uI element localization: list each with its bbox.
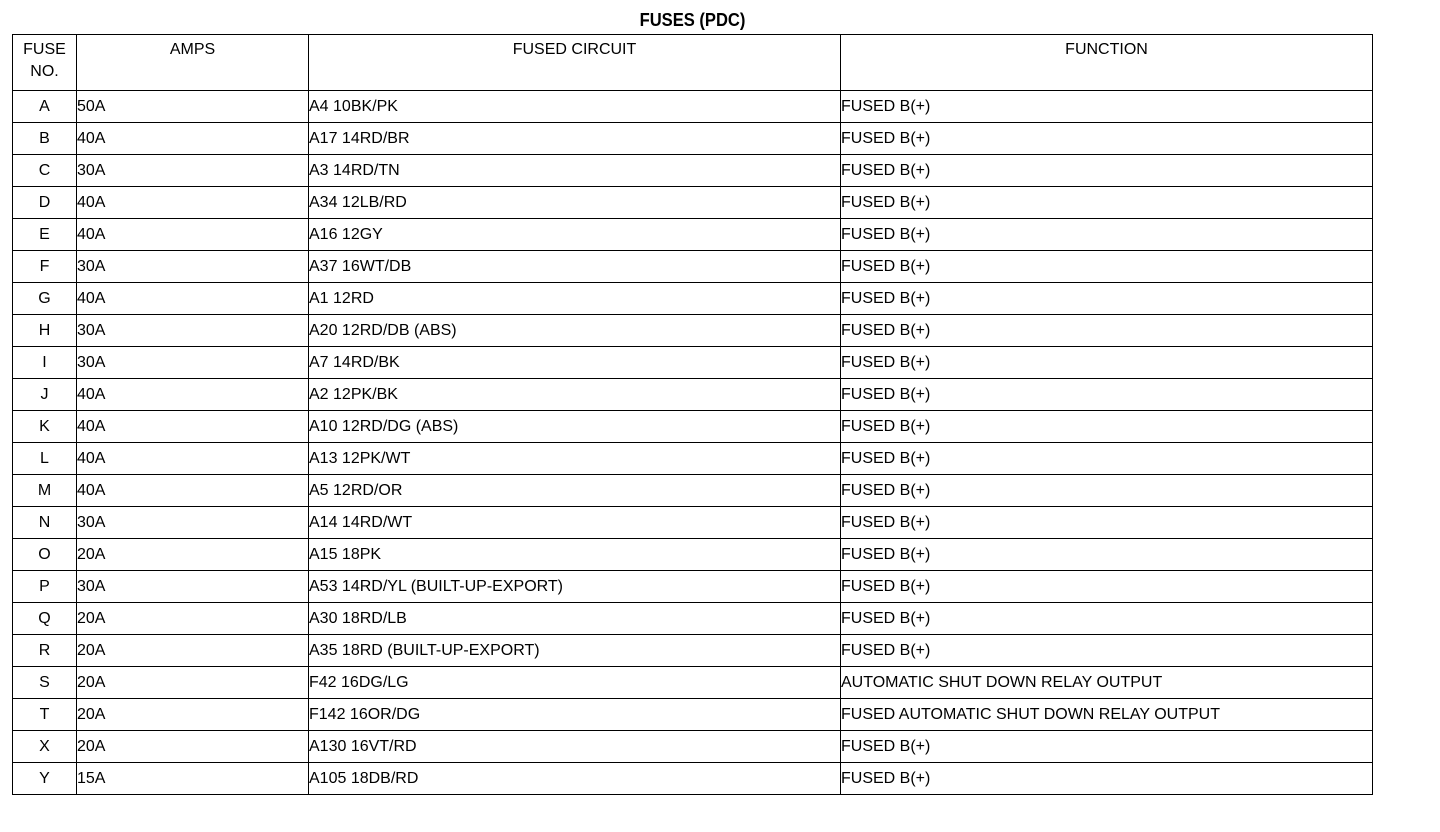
cell-function: FUSED B(+) [841, 507, 1373, 539]
fuse-table [12, 34, 1373, 795]
cell-function: FUSED B(+) [841, 571, 1373, 603]
cell-function: FUSED B(+) [841, 123, 1373, 155]
table-row [13, 539, 1373, 571]
cell-fused-circuit: A10 12RD/DG (ABS) [309, 411, 841, 443]
cell-fuse-no: N [13, 507, 77, 539]
table-row [13, 123, 1373, 155]
cell-amps: 40A [77, 475, 309, 507]
cell-amps: 40A [77, 219, 309, 251]
table-row [13, 91, 1373, 123]
cell-function: FUSED B(+) [841, 315, 1373, 347]
table-row [13, 155, 1373, 187]
cell-fuse-no: K [13, 411, 77, 443]
cell-function: FUSED B(+) [841, 283, 1373, 315]
cell-fused-circuit: A30 18RD/LB [309, 603, 841, 635]
cell-fused-circuit: A130 16VT/RD [309, 731, 841, 763]
cell-function: FUSED B(+) [841, 219, 1373, 251]
table-row [13, 635, 1373, 667]
cell-fused-circuit: A20 12RD/DB (ABS) [309, 315, 841, 347]
cell-fuse-no: A [13, 91, 77, 123]
cell-fused-circuit: A13 12PK/WT [309, 443, 841, 475]
cell-amps: 40A [77, 123, 309, 155]
header-amps: AMPS [77, 35, 309, 91]
cell-fuse-no: E [13, 219, 77, 251]
cell-function: FUSED B(+) [841, 91, 1373, 123]
cell-amps: 40A [77, 443, 309, 475]
cell-function: FUSED B(+) [841, 347, 1373, 379]
cell-fused-circuit: A15 18PK [309, 539, 841, 571]
cell-fuse-no: X [13, 731, 77, 763]
table-row [13, 315, 1373, 347]
cell-function: FUSED B(+) [841, 635, 1373, 667]
table-row [13, 379, 1373, 411]
cell-fuse-no: T [13, 699, 77, 731]
table-row [13, 219, 1373, 251]
cell-fused-circuit: A14 14RD/WT [309, 507, 841, 539]
cell-function: FUSED AUTOMATIC SHUT DOWN RELAY OUTPUT [841, 699, 1373, 731]
header-function: FUNCTION [841, 35, 1373, 91]
cell-function: FUSED B(+) [841, 763, 1373, 795]
cell-fuse-no: S [13, 667, 77, 699]
cell-function: FUSED B(+) [841, 155, 1373, 187]
cell-fuse-no: F [13, 251, 77, 283]
cell-function: FUSED B(+) [841, 379, 1373, 411]
cell-fused-circuit: A3 14RD/TN [309, 155, 841, 187]
cell-fused-circuit: A4 10BK/PK [309, 91, 841, 123]
cell-amps: 20A [77, 635, 309, 667]
cell-fuse-no: C [13, 155, 77, 187]
cell-amps: 40A [77, 411, 309, 443]
cell-fuse-no: D [13, 187, 77, 219]
cell-function: AUTOMATIC SHUT DOWN RELAY OUTPUT [841, 667, 1373, 699]
cell-function: FUSED B(+) [841, 443, 1373, 475]
cell-fuse-no: H [13, 315, 77, 347]
cell-amps: 30A [77, 571, 309, 603]
table-row [13, 763, 1373, 795]
cell-function: FUSED B(+) [841, 187, 1373, 219]
cell-fused-circuit: A53 14RD/YL (BUILT-UP-EXPORT) [309, 571, 841, 603]
cell-fuse-no: J [13, 379, 77, 411]
table-row [13, 443, 1373, 475]
table-row [13, 283, 1373, 315]
cell-fuse-no: P [13, 571, 77, 603]
cell-fuse-no: I [13, 347, 77, 379]
cell-fused-circuit: A1 12RD [309, 283, 841, 315]
header-fuse-no [13, 35, 77, 91]
cell-fuse-no: G [13, 283, 77, 315]
cell-function: FUSED B(+) [841, 251, 1373, 283]
table-row [13, 251, 1373, 283]
cell-amps: 15A [77, 763, 309, 795]
cell-fused-circuit: F42 16DG/LG [309, 667, 841, 699]
cell-fused-circuit: A17 14RD/BR [309, 123, 841, 155]
page-title: FUSES (PDC) [639, 10, 746, 30]
table-row [13, 411, 1373, 443]
cell-fuse-no: M [13, 475, 77, 507]
table-row [13, 507, 1373, 539]
cell-fuse-no: O [13, 539, 77, 571]
table-row [13, 187, 1373, 219]
cell-amps: 30A [77, 507, 309, 539]
table-row [13, 475, 1373, 507]
cell-amps: 40A [77, 283, 309, 315]
cell-fused-circuit: A5 12RD/OR [309, 475, 841, 507]
cell-fuse-no: B [13, 123, 77, 155]
cell-amps: 20A [77, 731, 309, 763]
cell-amps: 40A [77, 379, 309, 411]
cell-fuse-no: Q [13, 603, 77, 635]
cell-fused-circuit: F142 16OR/DG [309, 699, 841, 731]
cell-fused-circuit: A35 18RD (BUILT-UP-EXPORT) [309, 635, 841, 667]
cell-fused-circuit: A37 16WT/DB [309, 251, 841, 283]
header-fused-circuit: FUSED CIRCUIT [309, 35, 841, 91]
cell-function: FUSED B(+) [841, 539, 1373, 571]
cell-amps: 30A [77, 315, 309, 347]
cell-amps: 30A [77, 155, 309, 187]
header-fuse-line2: NO. [30, 63, 59, 80]
cell-amps: 20A [77, 603, 309, 635]
cell-function: FUSED B(+) [841, 475, 1373, 507]
cell-amps: 50A [77, 91, 309, 123]
table-header-row [13, 35, 1373, 91]
cell-function: FUSED B(+) [841, 731, 1373, 763]
cell-fused-circuit: A2 12PK/BK [309, 379, 841, 411]
cell-amps: 30A [77, 251, 309, 283]
table-row [13, 603, 1373, 635]
cell-function: FUSED B(+) [841, 603, 1373, 635]
cell-fused-circuit: A34 12LB/RD [309, 187, 841, 219]
table-row [13, 667, 1373, 699]
cell-amps: 20A [77, 539, 309, 571]
cell-amps: 40A [77, 187, 309, 219]
cell-fused-circuit: A105 18DB/RD [309, 763, 841, 795]
fuse-table-body [13, 91, 1373, 795]
header-fuse-line1: FUSE [23, 41, 66, 58]
cell-function: FUSED B(+) [841, 411, 1373, 443]
table-row [13, 347, 1373, 379]
cell-fuse-no: Y [13, 763, 77, 795]
table-row [13, 699, 1373, 731]
cell-fused-circuit: A16 12GY [309, 219, 841, 251]
cell-fuse-no: R [13, 635, 77, 667]
cell-fuse-no: L [13, 443, 77, 475]
cell-fused-circuit: A7 14RD/BK [309, 347, 841, 379]
cell-amps: 20A [77, 699, 309, 731]
cell-amps: 20A [77, 667, 309, 699]
table-row [13, 731, 1373, 763]
cell-amps: 30A [77, 347, 309, 379]
table-row [13, 571, 1373, 603]
